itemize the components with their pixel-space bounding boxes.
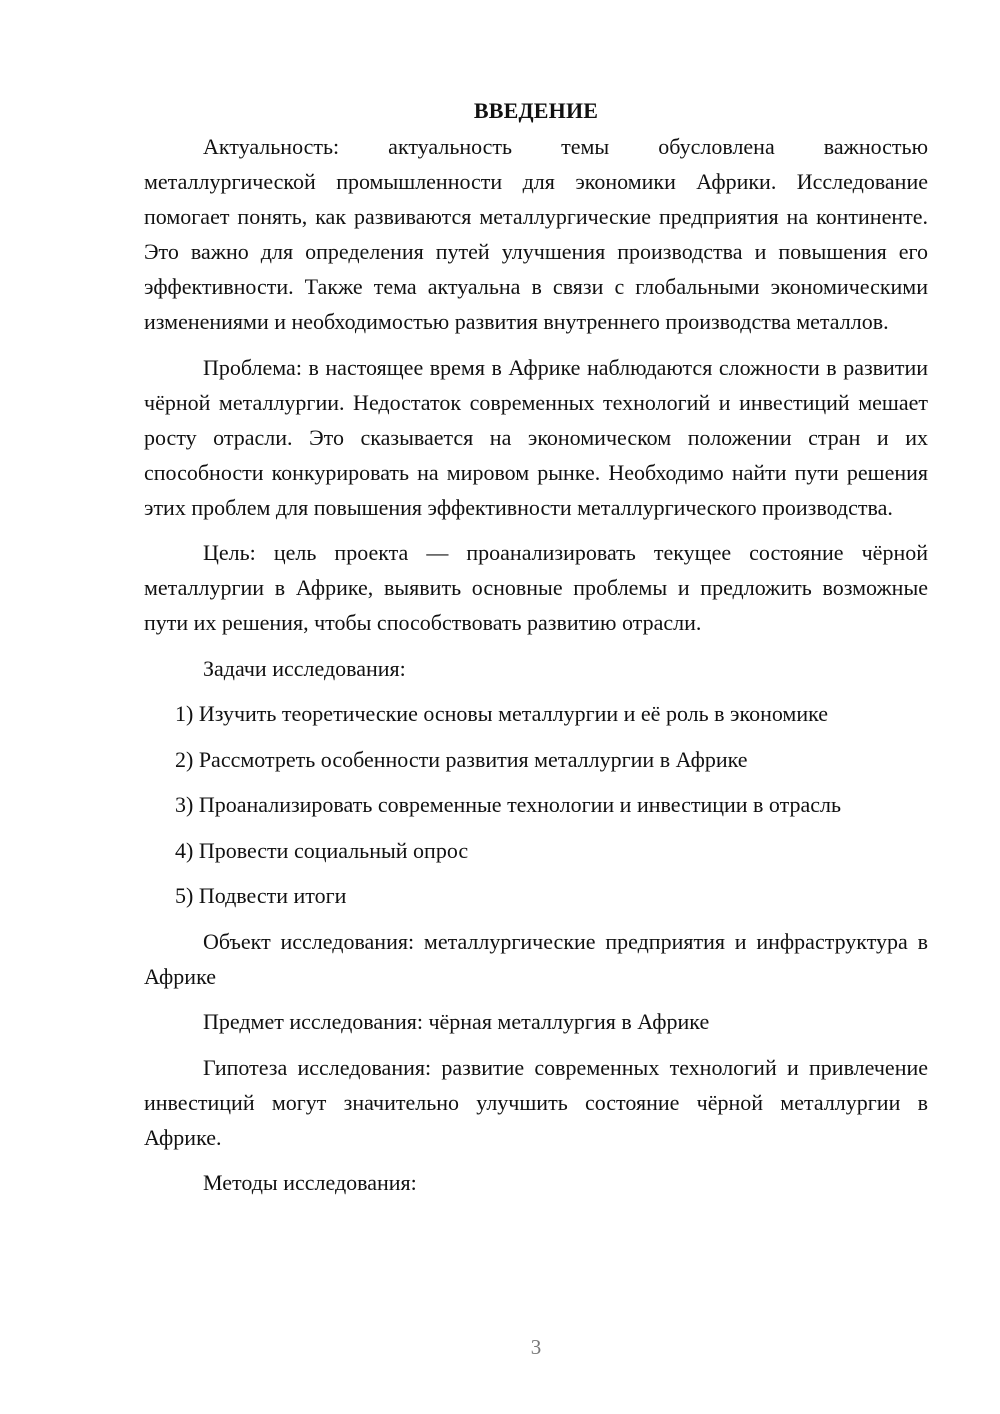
methods-title: Методы исследования: — [203, 1170, 417, 1195]
list-item: 3) Проанализировать современные технологии и инвестиции в отрасль — [175, 792, 842, 817]
list-item: 5) Подвести итоги — [175, 883, 347, 908]
page-content — [144, 93, 928, 1211]
hypothesis-paragraph: Гипотеза исследования: развитие современных технологий и привлечение инвестиций могут значительно улучшить состояние чёрной металлургии в Африке. — [144, 1054, 928, 1150]
problem-paragraph: Проблема: в настоящее время в Африке наблюдаются сложности в развитии чёрной металлургии. Недостаток современных технологий и инвестиций мешает росту отрасли. Это сказывается на экономическом положении стран и их способности конкурировать на мировом рынке. Необходимо найти пути решения этих проблем для повышения эффективности металлургического производства. — [144, 354, 928, 520]
goal-paragraph: Цель: цель проекта — проанализировать текущее состояние чёрной металлургии в Африке, выявить основные проблемы и предложить возможные пути их решения, чтобы способствовать развитию отрасли. — [144, 540, 928, 635]
list-item: 4) Провести социальный опрос — [175, 837, 469, 863]
page-number: 3 — [530, 1335, 542, 1359]
relevance-paragraph: Актуальность: актуальность темы обусловлена важностью металлургической промышленности для экономики Африки. Исследование помогает понять, как развиваются металлургические предприятия на континенте. Это важно для определения путей улучшения производства и повышения его эффективности. Также тема актуальна в связи с глобальными экономическими изменениями и необходимостью развития внутреннего производства металлов. — [144, 134, 928, 334]
object-paragraph: Объект исследования: металлургические предприятия и инфраструктура в Африке — [144, 928, 928, 989]
tasks-title: Задачи исследования: — [203, 655, 406, 681]
list-item: 2) Рассмотреть особенности развития металлургии в Африке — [175, 746, 748, 772]
section-heading: ВВЕДЕНИЕ — [473, 98, 599, 123]
tasks-list — [144, 696, 928, 913]
subject-paragraph: Предмет исследования: чёрная металлургия в Африке — [203, 1009, 710, 1034]
list-item: 1) Изучить теоретические основы металлургии и её роль в экономике — [175, 701, 829, 726]
